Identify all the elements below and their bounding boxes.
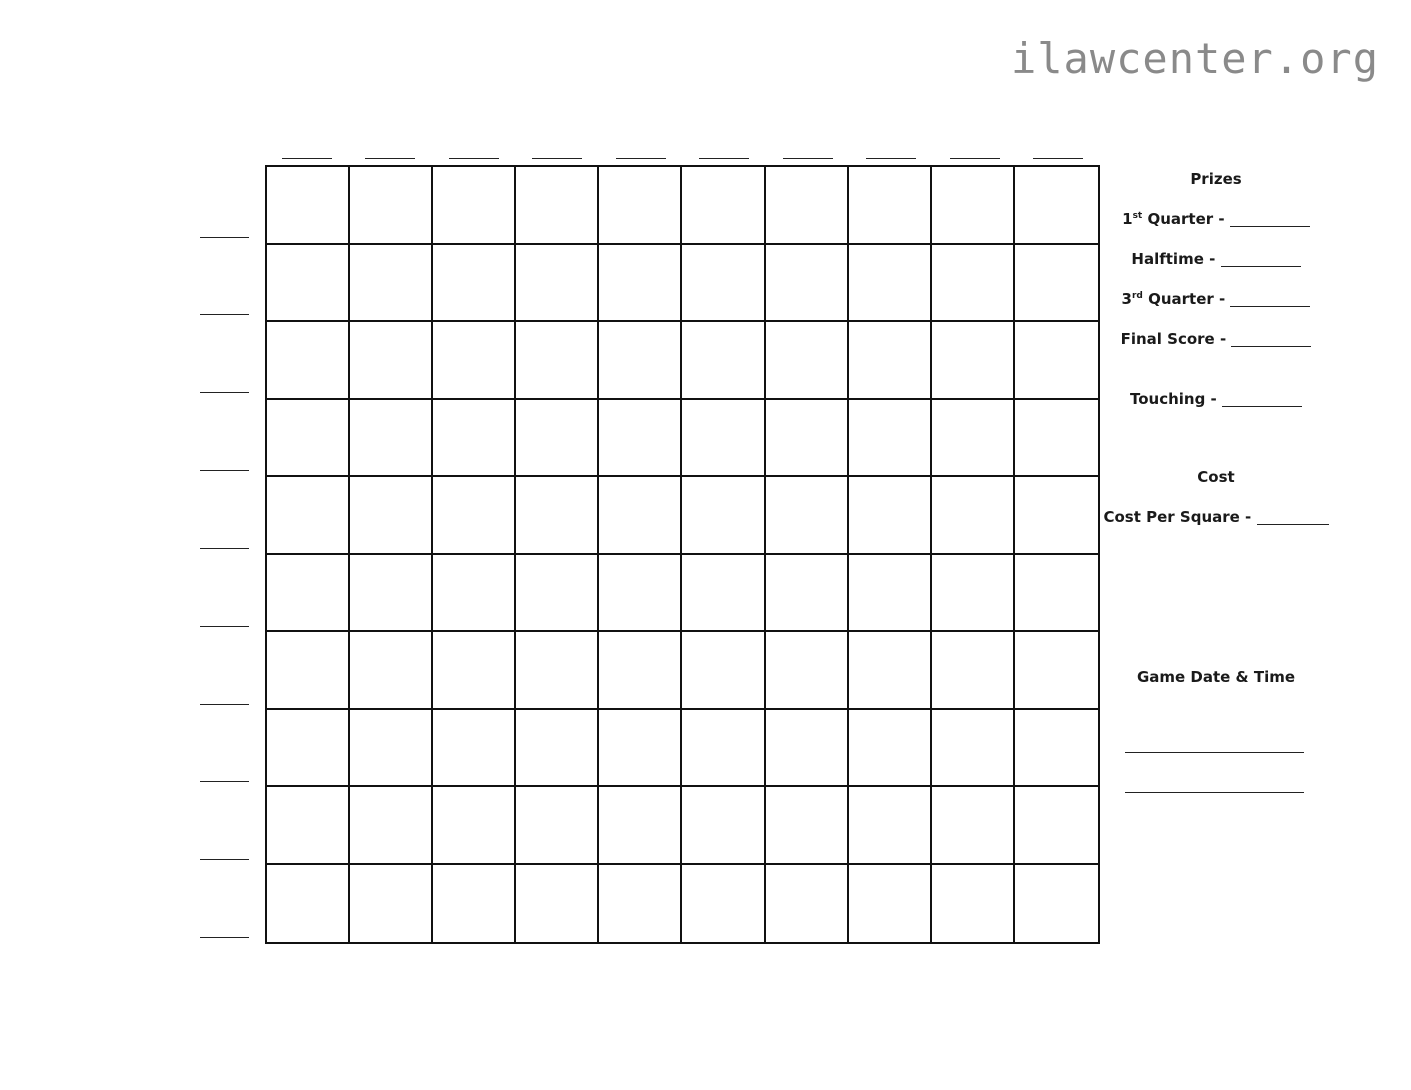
grid-square[interactable] [599,555,682,633]
final-score-prize-field[interactable] [1231,345,1311,347]
grid-square[interactable] [766,400,849,478]
game-date-time-heading: Game Date & Time [1136,668,1296,686]
grid-square[interactable] [849,322,932,400]
grid-square[interactable] [433,865,516,943]
grid-square[interactable] [267,322,350,400]
column-number-blank[interactable] [349,151,433,159]
grid-square[interactable] [516,555,599,633]
grid-square[interactable] [682,245,765,323]
grid-square[interactable] [682,632,765,710]
grid-square[interactable] [1015,400,1098,478]
grid-square[interactable] [682,167,765,245]
row-number-blanks [200,165,250,944]
grid-square[interactable] [516,787,599,865]
grid-square[interactable] [849,400,932,478]
grid-square[interactable] [849,632,932,710]
column-number-blank[interactable] [599,151,683,159]
grid-square[interactable] [433,477,516,555]
first-quarter-label: Quarter - [1147,210,1225,228]
grid-square[interactable] [766,632,849,710]
touching-row [1100,390,1332,408]
grid-square[interactable] [682,400,765,478]
column-number-blank[interactable] [265,151,349,159]
first-quarter-row [1100,210,1332,228]
column-number-blank[interactable] [516,151,600,159]
grid-square[interactable] [433,322,516,400]
final-score-row [1100,330,1332,348]
grid-square[interactable] [599,477,682,555]
halftime-label: Halftime - [1131,250,1216,268]
grid-square[interactable] [433,167,516,245]
info-panel [1100,170,1332,686]
grid-square[interactable] [766,787,849,865]
row-number-blank[interactable] [200,626,249,627]
grid-square[interactable] [350,865,433,943]
column-number-blank[interactable] [683,151,767,159]
row-number-blank[interactable] [200,859,249,860]
prizes-heading: Prizes [1190,170,1242,188]
grid-square[interactable] [516,632,599,710]
grid-square[interactable] [267,477,350,555]
third-quarter-number: 3 [1121,290,1132,308]
grid-square[interactable] [1015,710,1098,788]
row-number-blank[interactable] [200,937,249,938]
grid-square[interactable] [433,787,516,865]
grid-square[interactable] [599,787,682,865]
column-number-blanks [265,151,1100,159]
grid-square[interactable] [350,167,433,245]
first-quarter-suffix: st [1132,211,1143,221]
grid-square[interactable] [849,167,932,245]
grid-square[interactable] [1015,322,1098,400]
site-watermark: ilawcenter.org [1010,34,1379,83]
row-number-blank[interactable] [200,392,249,393]
touching-prize-field[interactable] [1222,405,1302,407]
grid-square[interactable] [932,787,1015,865]
grid-square[interactable] [932,710,1015,788]
grid-square[interactable] [1015,245,1098,323]
row-number-blank[interactable] [200,548,249,549]
grid-square[interactable] [1015,167,1098,245]
grid-square[interactable] [682,555,765,633]
column-number-blank[interactable] [933,151,1017,159]
grid-square[interactable] [932,400,1015,478]
grid-square[interactable] [516,477,599,555]
third-quarter-label: Quarter - [1148,290,1226,308]
grid-square[interactable] [1015,865,1098,943]
grid-square[interactable] [932,632,1015,710]
grid-square[interactable] [766,245,849,323]
grid-square[interactable] [932,865,1015,943]
grid-square[interactable] [350,477,433,555]
column-number-blank[interactable] [850,151,934,159]
grid-square[interactable] [433,710,516,788]
grid-square[interactable] [516,710,599,788]
halftime-prize-field[interactable] [1221,265,1301,267]
grid-square[interactable] [516,167,599,245]
grid-square[interactable] [599,710,682,788]
first-quarter-prize-field[interactable] [1230,225,1310,227]
column-number-blank[interactable] [1017,151,1101,159]
grid-square[interactable] [267,555,350,633]
grid-square[interactable] [849,865,932,943]
grid-square[interactable] [516,865,599,943]
halftime-row [1100,250,1332,268]
column-number-blank[interactable] [432,151,516,159]
row-number-blank[interactable] [200,237,249,238]
grid-square[interactable] [932,555,1015,633]
grid-square[interactable] [350,787,433,865]
grid-square[interactable] [849,245,932,323]
grid-square[interactable] [433,632,516,710]
grid-square[interactable] [267,245,350,323]
cost-per-square-label: Cost Per Square - [1103,508,1252,526]
grid-square[interactable] [599,245,682,323]
grid-square[interactable] [267,400,350,478]
grid-square[interactable] [932,245,1015,323]
grid-square[interactable] [599,322,682,400]
grid-square[interactable] [350,555,433,633]
grid-square[interactable] [516,400,599,478]
grid-square[interactable] [267,167,350,245]
grid-square[interactable] [766,555,849,633]
grid-square[interactable] [932,167,1015,245]
final-score-label: Final Score - [1120,330,1227,348]
grid-square[interactable] [350,400,433,478]
grid-square[interactable] [682,710,765,788]
cost-per-square-row [1100,508,1332,526]
squares-grid [265,165,1100,944]
grid-square[interactable] [1015,632,1098,710]
grid-square[interactable] [766,865,849,943]
grid-square[interactable] [433,555,516,633]
grid-square[interactable] [849,555,932,633]
grid-square[interactable] [849,477,932,555]
grid-square[interactable] [350,632,433,710]
grid-square[interactable] [350,322,433,400]
grid-square[interactable] [350,710,433,788]
grid-square[interactable] [599,400,682,478]
row-number-blank[interactable] [200,781,249,782]
grid-square[interactable] [682,787,765,865]
grid-square[interactable] [433,245,516,323]
grid-square[interactable] [849,787,932,865]
grid-square[interactable] [932,477,1015,555]
grid-square[interactable] [849,710,932,788]
grid-square[interactable] [267,865,350,943]
grid-square[interactable] [766,322,849,400]
grid-square[interactable] [599,632,682,710]
third-quarter-prize-field[interactable] [1230,305,1310,307]
row-number-blank[interactable] [200,470,249,471]
third-quarter-row [1100,290,1332,308]
cost-per-square-field[interactable] [1257,523,1329,525]
grid-square[interactable] [682,322,765,400]
column-number-blank[interactable] [766,151,850,159]
row-number-blank[interactable] [200,704,249,705]
touching-label: Touching - [1129,390,1217,408]
grid-square[interactable] [682,865,765,943]
grid-square[interactable] [599,167,682,245]
grid-square[interactable] [516,245,599,323]
grid-square[interactable] [766,477,849,555]
cost-heading: Cost [1197,468,1235,486]
game-time-field[interactable] [1125,792,1304,793]
grid-square[interactable] [350,245,433,323]
grid-square[interactable] [267,710,350,788]
grid-square[interactable] [1015,555,1098,633]
first-quarter-number: 1 [1122,210,1133,228]
grid-square[interactable] [682,477,765,555]
grid-square[interactable] [766,167,849,245]
game-date-field[interactable] [1125,752,1304,753]
grid-square[interactable] [267,787,350,865]
grid-square[interactable] [1015,477,1098,555]
grid-square[interactable] [267,632,350,710]
third-quarter-suffix: rd [1131,291,1143,301]
grid-square[interactable] [433,400,516,478]
row-number-blank[interactable] [200,314,249,315]
grid-square[interactable] [516,322,599,400]
grid-square[interactable] [932,322,1015,400]
grid-square[interactable] [766,710,849,788]
grid-square[interactable] [599,865,682,943]
grid-square[interactable] [1015,787,1098,865]
